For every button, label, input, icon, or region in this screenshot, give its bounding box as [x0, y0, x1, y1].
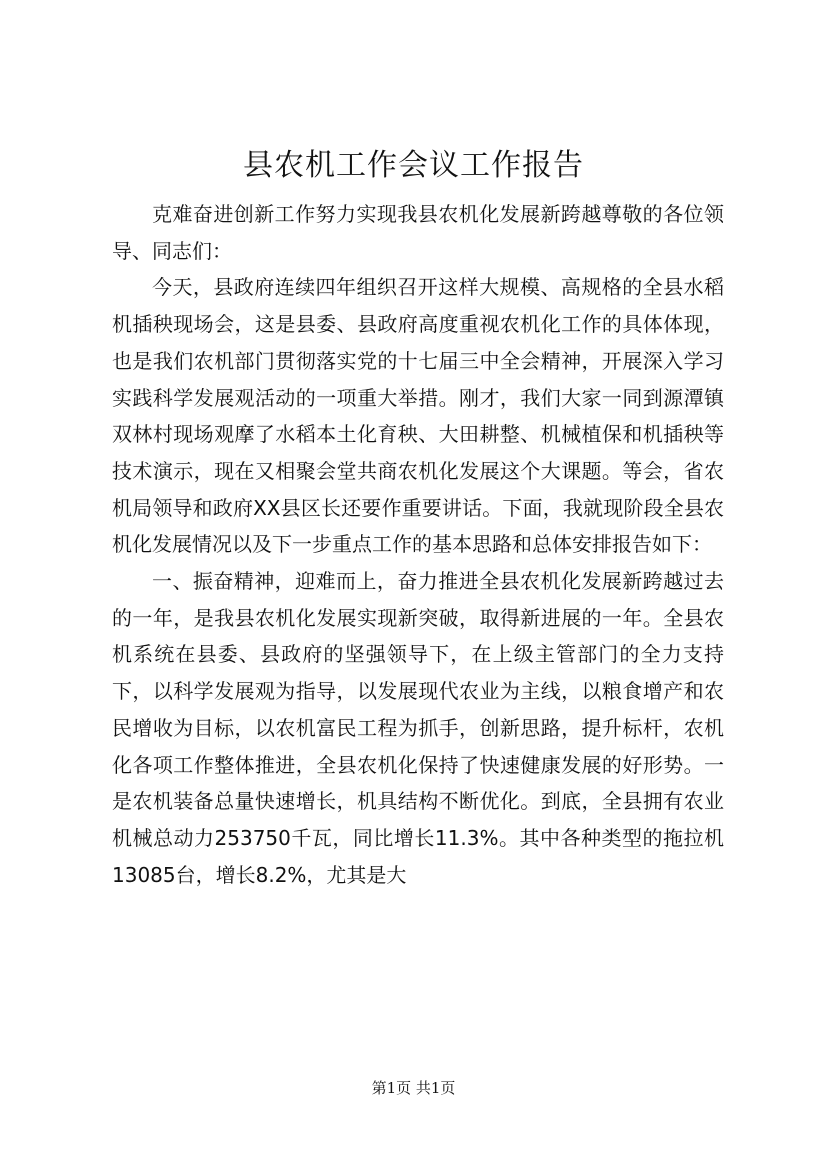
paragraph-3: 一、振奋精神，迎难而上，奋力推进全县农机化发展新跨越过去的一年，是我县农机化发展实现新突破，取得新进展的一年。全县农机系统在县委、县政府的坚强领导下，在上级主管部门的全力支持下，以科学发展观为指导，以发展现代农业为主线，以粮食增产和农民增收为目标，以农机富民工程为抓手，创新思路，提升标杆，农机化各项工作整体推进，全县农机化保持了快速健康发展的好形势。一是农机装备总量快速增长，机具结构不断优化。到底，全县拥有农业机械总动力253750千瓦，同比增长11.3%。其中各种类型的拖拉机13085台，增长8.2%，尤其是大 — [112, 569, 724, 887]
paragraph-2: 今天，县政府连续四年组织召开这样大规模、高规格的全县水稻机插秧现场会，这是县委、县政府高度重视农机化工作的具体体现，也是我们农机部门贯彻落实党的十七届三中全会精神，开展深入学习实践科学发展观活动的一项重大举措。刚才，我们大家一同到源潭镇双林村现场观摩了水稻本土化育秧、大田耕整、机械植保和机插秧等技术演示，现在又相聚会堂共商农机化发展这个大课题。等会，省农机局领导和政府XX县区长还要作重要讲话。下面，我就现阶段全县农机化发展情况以及下一步重点工作的基本思路和总体安排报告如下： — [112, 275, 724, 557]
page-number-label: 第1页 共1页 — [371, 1079, 456, 1097]
document-body — [112, 196, 724, 893]
page-footer — [0, 1078, 827, 1098]
document-title: 县农机工作会议工作报告 — [243, 148, 584, 183]
paragraph-1: 克难奋进创新工作努力实现我县农机化发展新跨越尊敬的各位领导、同志们： — [112, 202, 724, 263]
